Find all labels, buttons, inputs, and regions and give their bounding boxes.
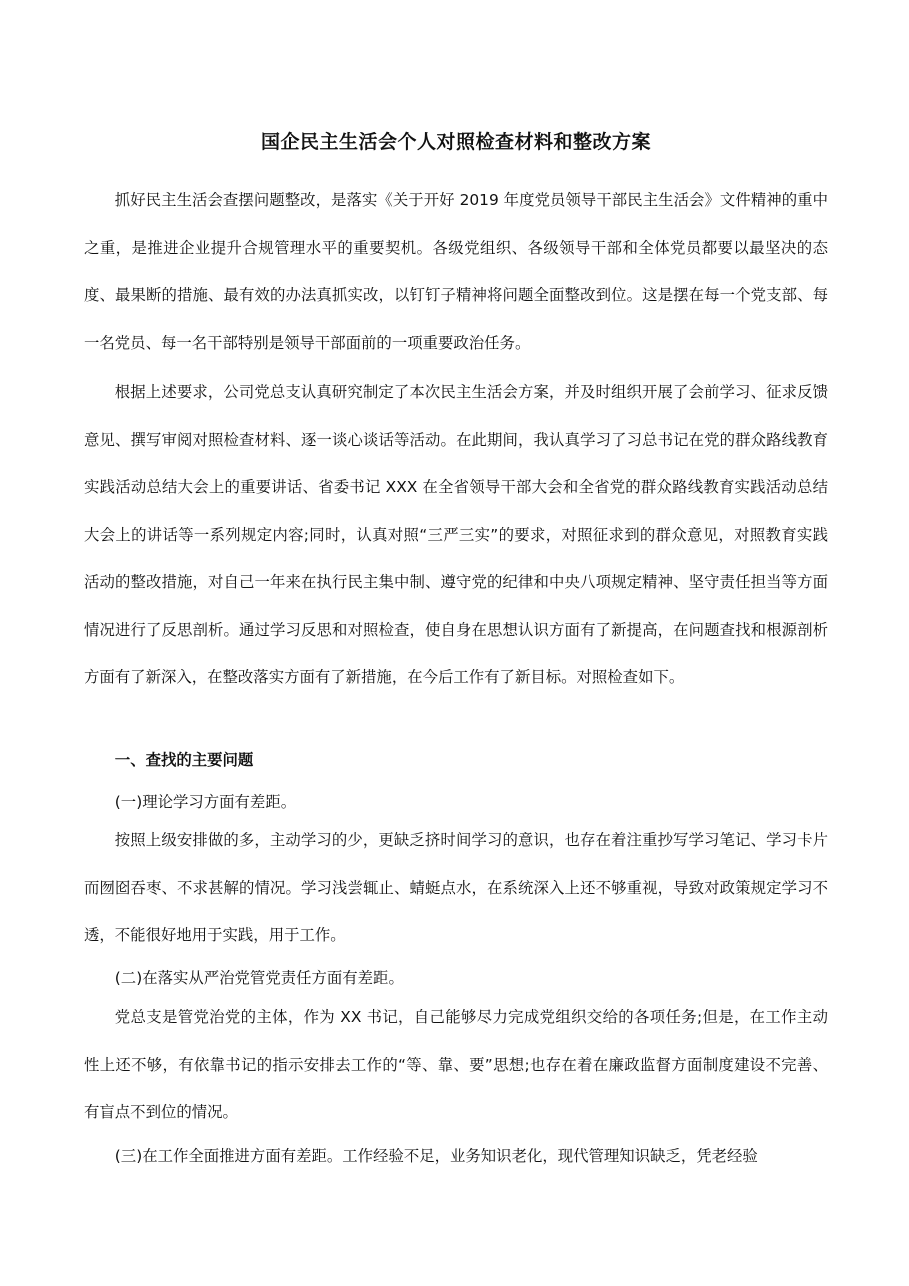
paragraph-requirements: 根据上述要求，公司党总支认真研究制定了本次民主生活会方案，并及时组织开展了会前学习、征求反馈意见、撰写审阅对照检查材料、逐一谈心谈话等活动。在此期间，我认真学习了习总书记在党的群众路线教育实践活动总结大会上的重要讲话、省委书记 XXX 在全省领导干部大会和全省党的群众路线教育实践活动总结大会上的讲话等一系列规定内容;同时，认真对照“三严三实”的要求，对照征求到的群众意见，对照教育实践活动的整改措施，对自己一年来在执行民主集中制、遵守党的纪律和中央八项规定精神、坚守责任担当等方面情况进行了反思剖析。通过学习反思和对照检查，使自身在思想认识方面有了新提高，在问题查找和根源剖析方面有了新深入，在整改落实方面有了新措施，在今后工作有了新目标。对照检查如下。: [84, 383, 828, 686]
paragraph-theory-study: 按照上级安排做的多，主动学习的少，更缺乏挤时间学习的意识，也存在着注重抄写学习笔记、学习卡片而囫囵吞枣、不求甚解的情况。学习浅尝辄止、蜻蜓点水，在系统深入上还不够重视，导致对政策规定学习不透，不能很好地用于实践，用于工作。: [84, 831, 828, 944]
subheading-party-governance: (二)在落实从严治党管党责任方面有差距。: [114, 969, 404, 987]
paragraph-party-governance: 党总支是管党治党的主体，作为 XX 书记，自己能够尽力完成党组织交给的各项任务;但是，在工作主动性上还不够，有依靠书记的指示安排去工作的“等、靠、要”思想;也存在着在廉政监督方面制度建设不完善、有盲点不到位的情况。: [84, 1008, 828, 1121]
section-heading-main-problems: 一、查找的主要问题: [114, 751, 254, 769]
paragraph-intro: 抓好民主生活会查摆问题整改，是落实《关于开好 2019 年度党员领导干部民主生活会》文件精神的重中之重，是推进企业提升合规管理水平的重要契机。各级党组织、各级领导干部和全体党员都要以最坚决的态度、最果断的措施、最有效的办法真抓实改，以钉钉子精神将问题全面整改到位。这是摆在每一个党支部、每一名党员、每一名干部特别是领导干部面前的一项重要政治任务。: [84, 191, 828, 352]
document-title: 国企民主生活会个人对照检查材料和整改方案: [260, 131, 651, 153]
subheading-theory-study: (一)理论学习方面有差距。: [114, 793, 297, 811]
paragraph-work-progress: (三)在工作全面推进方面有差距。工作经验不足，业务知识老化，现代管理知识缺乏，凭老经验: [114, 1147, 758, 1165]
